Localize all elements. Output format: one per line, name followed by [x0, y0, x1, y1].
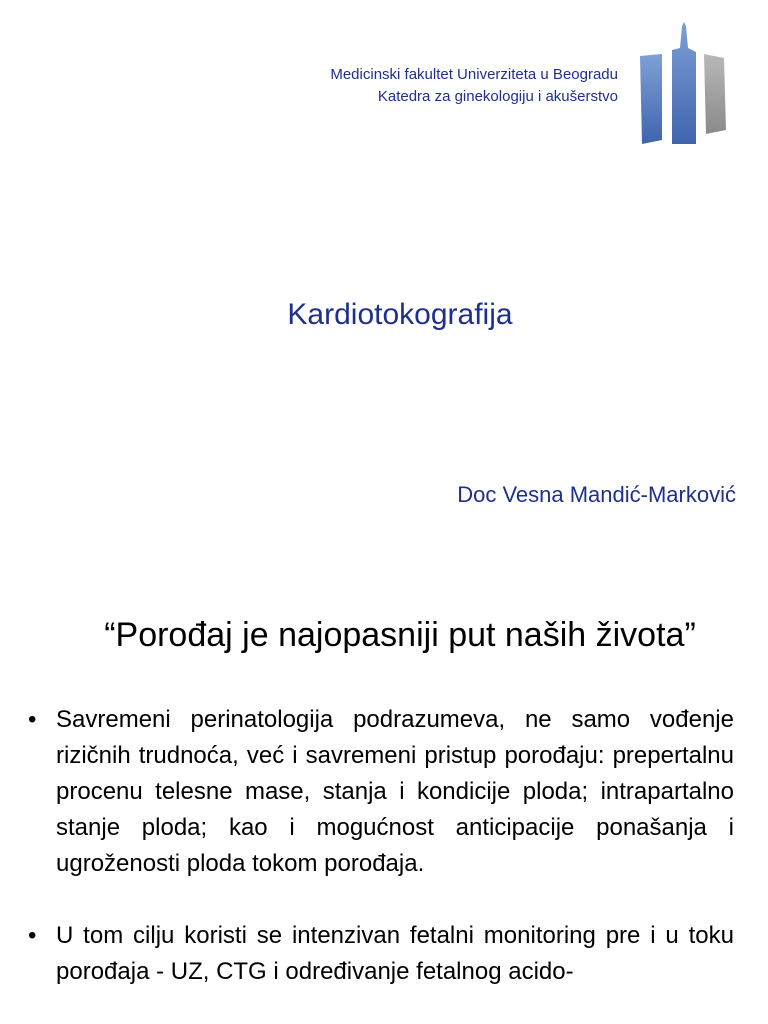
bullet-list [28, 702, 734, 1024]
institution-header [330, 64, 618, 108]
logo-right-building [704, 54, 726, 134]
bullet-dot-icon: • [28, 706, 37, 733]
slide-quote-heading: “Porođaj je najopasniji put naših života” [104, 616, 696, 654]
bullet-item [28, 918, 734, 990]
author-name: Doc Vesna Mandić-Marković [457, 482, 736, 507]
logo-left-building [640, 54, 662, 144]
content-slide [0, 576, 768, 1024]
slide-title: Kardiotokografija [287, 298, 513, 331]
logo-tower [672, 22, 696, 144]
bullet-text: U tom cilju koristi se intenzivan fetalni monitoring pre i u toku porođaja - UZ, CTG i određivanje fetalnog acido- [56, 922, 734, 985]
bullet-item [28, 702, 734, 882]
bullet-text: Savremeni perinatologija podrazumeva, ne samo vođenje rizičnih trudnoća, već i savremeni pristup porođaju: prepertalnu procenu telesne mase, stanja i kondicije ploda; intrapartalno stanje ploda; kao i mogućnost anticipacije ponašanja i ugroženosti ploda tokom porođaja. [56, 706, 734, 877]
bullet-dot-icon: • [28, 922, 37, 949]
university-buildings-logo [636, 20, 736, 148]
institution-name: Medicinski fakultet Univerziteta u Beogradu [330, 66, 618, 83]
department-name: Katedra za ginekologiju i akušerstvo [377, 88, 618, 105]
